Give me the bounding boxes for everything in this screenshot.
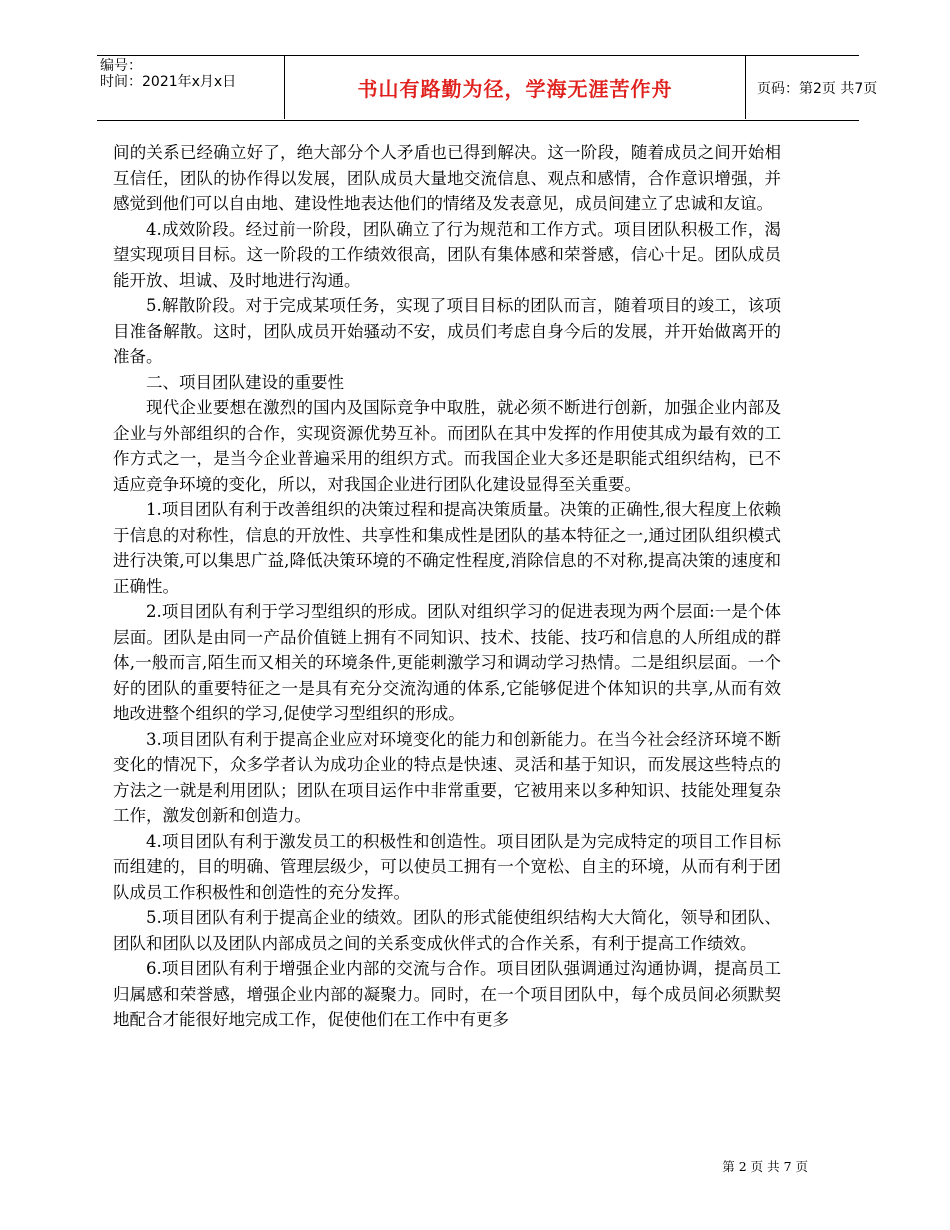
header-bottom-rule — [97, 120, 859, 121]
paragraph: 2.项目团队有利于学习型组织的形成。团队对组织学习的促进表现为两个层面:一是个体层面。团队是由同一产品价值链上拥有不同知识、技术、技能、技巧和信息的人所组成的群体,一般而言,陌生而又相关的环境条件,更能刺激学习和调动学习热情。二是组织层面。一个好的团队的重要特征之一是具有充分交流沟通的体系,它能够促进个体知识的共享,从而有效地改进整个组织的学习,促使学习型组织的形成。 — [113, 602, 781, 723]
motto-text: 书山有路勤为径，学海无涯苦作舟 — [357, 77, 673, 101]
paragraph: 3.项目团队有利于提高企业应对环境变化的能力和创新能力。在当今社会经济环境不断变化的情况下，众多学者认为成功企业的特点是快速、灵活和基于知识，而发展这些特点的方法之一就是利用团队；团队在项目运作中非常重要，它被用来以多种知识、技能处理复杂工作，激发创新和创造力。 — [113, 729, 781, 825]
paragraph: 4.项目团队有利于激发员工的积极性和创造性。项目团队是为完成特定的项目工作目标而组建的，目的明确、管理层级少，可以使员工拥有一个宽松、自主的环境，从而有利于团队成员工作积极性和创造性的充分发挥。 — [113, 831, 781, 902]
page-header — [97, 52, 878, 124]
document-body — [113, 140, 781, 1033]
header-info-cell — [100, 58, 282, 118]
paragraph: 间的关系已经确立好了，绝大部分个人矛盾也已得到解决。这一阶段，随着成员之间开始相互信任，团队的协作得以发展，团队成员大量地交流信息、观点和感情，合作意识增强，并感觉到他们可以自由地、建设性地表达他们的情绪及发表意见，成员间建立了忠诚和友谊。 — [113, 143, 781, 213]
code-label: 编号： — [100, 58, 142, 74]
paragraph: 4.成效阶段。经过前一阶段，团队确立了行为规范和工作方式。项目团队积极工作，渴望实现项目目标。这一阶段的工作绩效很高，团队有集体感和荣誉感，信心十足。团队成员能开放、坦诚、及时地进行沟通。 — [113, 219, 781, 290]
footer-page-number: 第 2 页 共 7 页 — [722, 1159, 808, 1174]
header-motto-cell — [284, 56, 746, 119]
paragraph: 6.项目团队有利于增强企业内部的交流与合作。项目团队强调通过沟通协调，提高员工归属感和荣誉感，增强企业内部的凝聚力。同时，在一个项目团队中，每个成员间必须默契地配合才能很好地完成工作，促使他们在工作中有更多 — [113, 959, 781, 1029]
page-number-label: 页码：第2页 共7页 — [757, 80, 878, 97]
paragraph: 现代企业要想在激烈的国内及国际竞争中取胜，就必须不断进行创新，加强企业内部及企业与外部组织的合作，实现资源优势互补。而团队在其中发挥的作用使其成为最有效的工作方式之一，是当今企业普遍采用的组织方式。而我国企业大多还是职能式组织结构，已不适应竞争环境的变化，所以，对我国企业进行团队化建设显得至关重要。 — [113, 398, 781, 494]
paragraph: 5.解散阶段。对于完成某项任务，实现了项目目标的团队而言，随着项目的竣工，该项目准备解散。这时，团队成员开始骚动不安，成员们考虑自身今后的发展，并开始做离开的准备。 — [113, 296, 781, 366]
time-label: 时间：2021年x月x日 — [100, 74, 237, 90]
paragraph: 1.项目团队有利于改善组织的决策过程和提高决策质量。决策的正确性,很大程度上依赖于信息的对称性，信息的开放性、共享性和集成性是团队的基本特征之一,通过团队组织模式进行决策,可以集思广益,降低决策环境的不确定性程度,消除信息的不对称,提高决策的速度和正确性。 — [113, 500, 781, 596]
section-heading: 二、项目团队建设的重要性 — [146, 372, 344, 392]
page-footer — [0, 1157, 808, 1175]
paragraph: 5.项目团队有利于提高企业的绩效。团队的形式能使组织结构大大简化，领导和团队、团队和团队以及团队内部成员之间的关系变成伙伴式的合作关系，有利于提高工作绩效。 — [113, 908, 781, 953]
header-page-cell — [757, 56, 878, 119]
